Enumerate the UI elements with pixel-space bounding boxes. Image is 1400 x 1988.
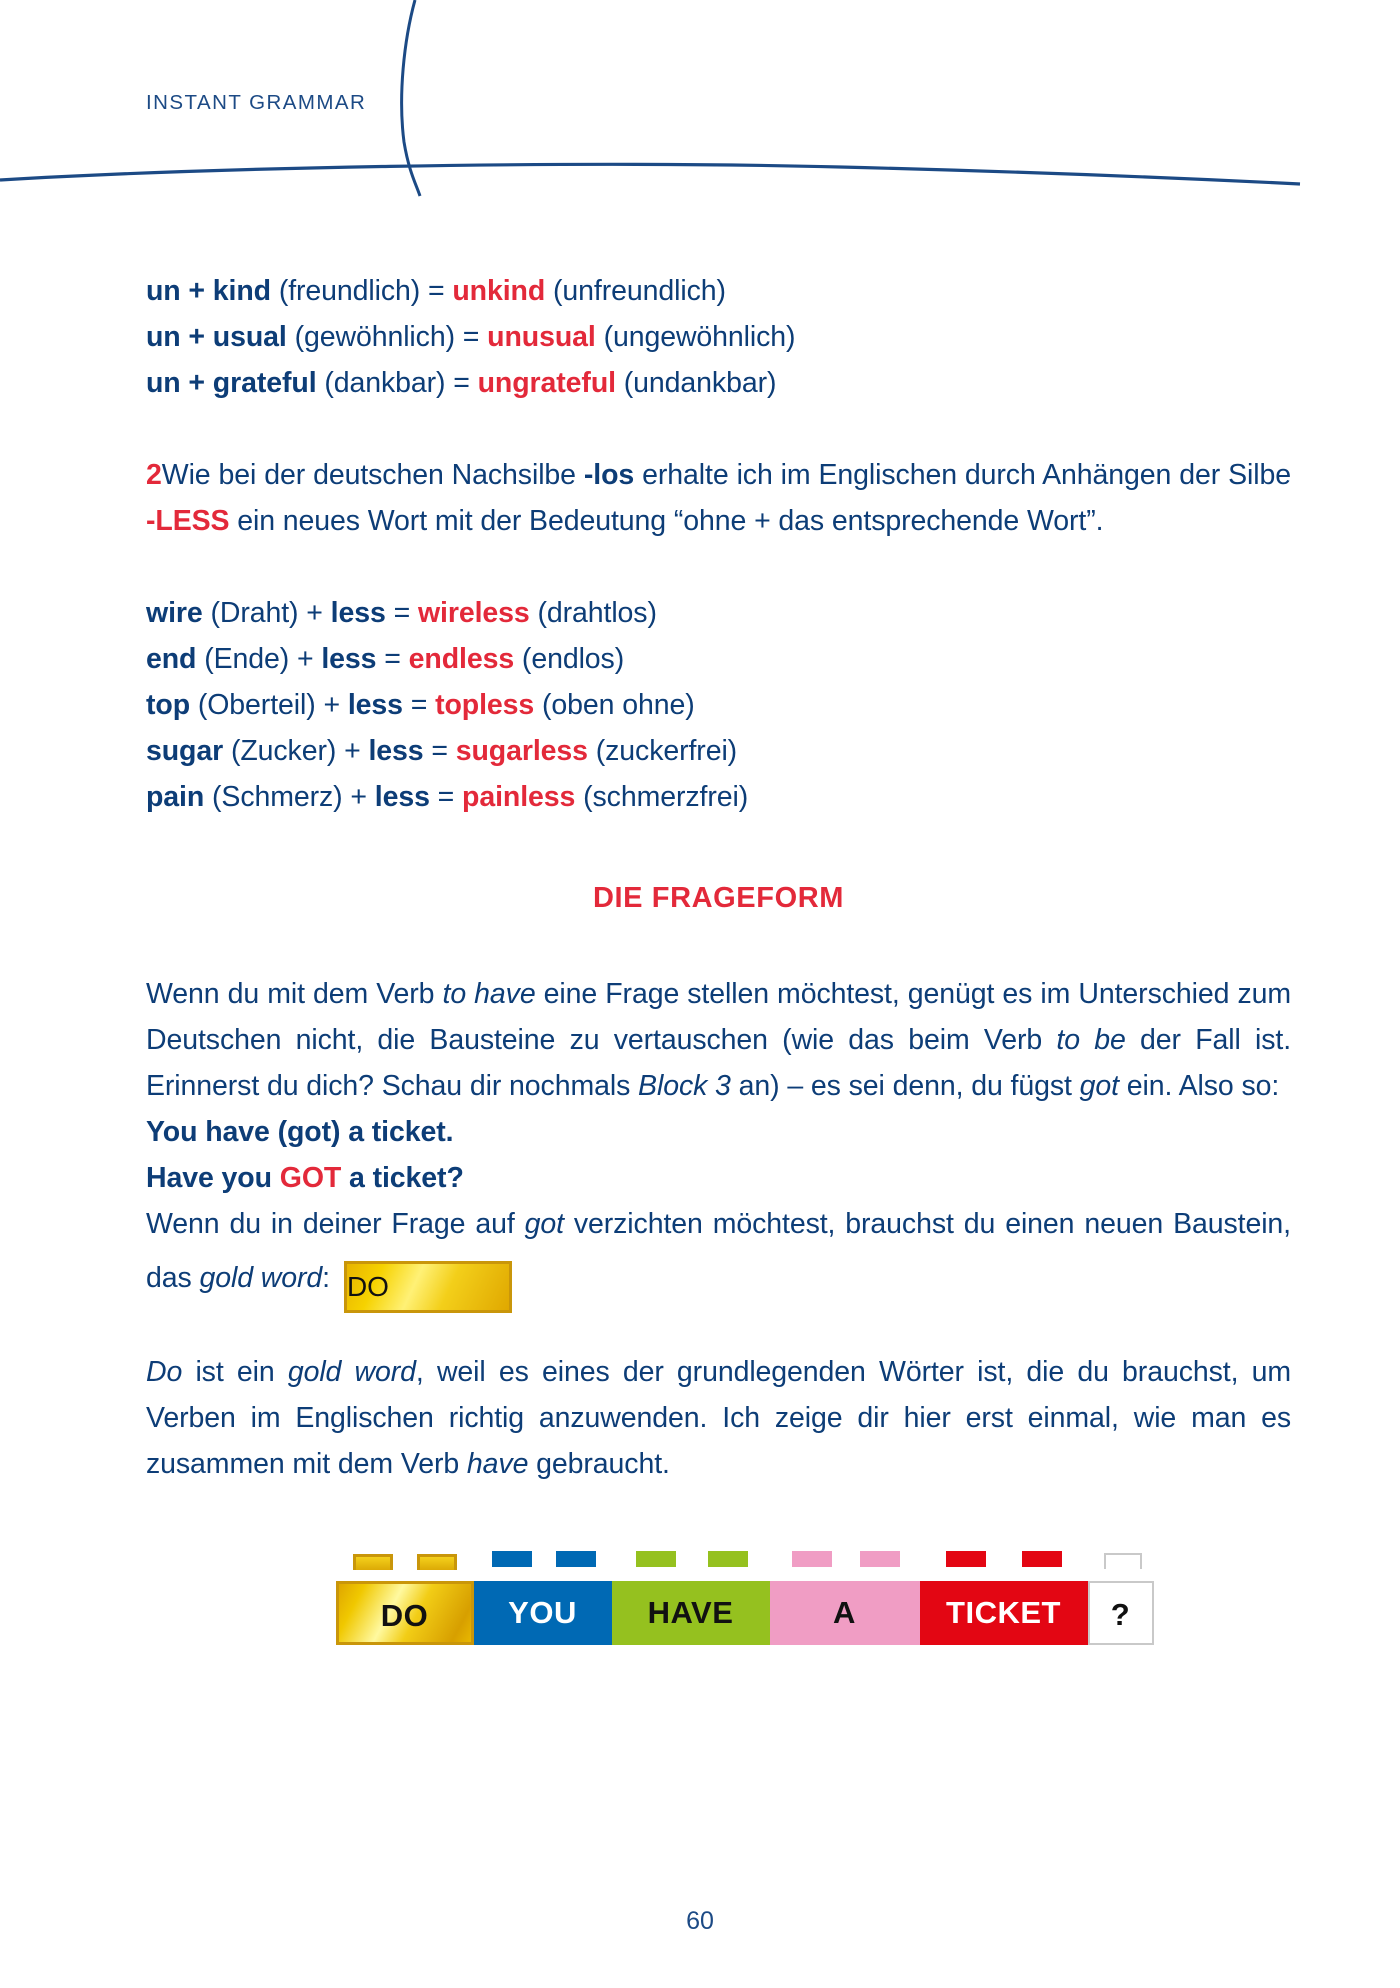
- sentence-brick-do[interactable]: [336, 1581, 474, 1645]
- un-equals: =: [462, 321, 480, 353]
- rule-2-paragraph: [146, 452, 1291, 544]
- brick-stud: [492, 1551, 532, 1567]
- body2-s3: :: [322, 1262, 330, 1294]
- less-word: sugar: [146, 735, 224, 767]
- brick-stud: [1022, 1551, 1062, 1567]
- spacer: [146, 406, 1291, 452]
- list-item: [146, 774, 1291, 820]
- brick-stud: [636, 1551, 676, 1567]
- list-item: [146, 360, 1291, 406]
- do-brick-body: [344, 1261, 512, 1313]
- brick-stud: [1104, 1553, 1142, 1569]
- less-word: top: [146, 689, 191, 721]
- brick-label: YOU: [508, 1595, 577, 1630]
- rule2-suffix-en: -LESS: [146, 505, 230, 537]
- un-prefix-list: [146, 268, 1291, 406]
- rule2-text-a: Wie bei der deutschen Nachsilbe: [161, 459, 584, 491]
- less-suffix-list: [146, 590, 1291, 820]
- rule2-suffix-de: -los: [583, 459, 635, 491]
- body1-it-block3: Block 3: [638, 1070, 731, 1102]
- less-result: wireless: [417, 597, 530, 629]
- body2-it-got: got: [524, 1208, 564, 1240]
- spacer: [146, 915, 1291, 971]
- brick-studs: [1090, 1569, 1152, 1583]
- sentence-brick-you[interactable]: [474, 1581, 612, 1645]
- less-suffix: less: [347, 689, 403, 721]
- un-equals: =: [428, 275, 445, 307]
- brick-studs: [474, 1567, 612, 1581]
- body1-it-to-be: to be: [1056, 1024, 1126, 1056]
- body3-it-gold-word: gold word: [287, 1356, 416, 1388]
- rule2-text-c: ein neues Wort mit der Bedeutung “ohne + das entsprechende Wort”.: [229, 505, 1104, 537]
- less-gloss: (Schmerz): [212, 781, 343, 813]
- example-question-got: GOT: [279, 1162, 342, 1194]
- page-header: [0, 0, 1400, 200]
- less-plus: +: [296, 643, 314, 675]
- less-gloss: (Oberteil): [197, 689, 316, 721]
- un-equals: =: [453, 367, 470, 399]
- spacer: [146, 820, 1291, 882]
- list-item: [146, 728, 1291, 774]
- less-suffix: less: [368, 735, 424, 767]
- less-result: sugarless: [455, 735, 588, 767]
- list-item: [146, 636, 1291, 682]
- do-brick-inline: [344, 1247, 512, 1302]
- less-suffix: less: [374, 781, 430, 813]
- less-result-gloss: (drahtlos): [537, 597, 657, 629]
- body3-s3: gebraucht.: [528, 1448, 670, 1480]
- less-equals: =: [393, 597, 411, 629]
- body1-s2: eine Frage stellen möchtest, genügt es im Unterschied zum Deutschen nicht, die Bausteine zu vertauschen (wie das beim Verb: [146, 978, 1291, 1056]
- sentence-brick-a[interactable]: [770, 1581, 920, 1645]
- section-title: DIE FRAGEFORM: [592, 882, 845, 914]
- less-result: topless: [435, 689, 535, 721]
- brick-stud: [946, 1551, 986, 1567]
- body3-it-have: have: [466, 1448, 529, 1480]
- un-result: unusual: [487, 321, 596, 353]
- body1-s5: ein. Also so:: [1118, 1070, 1280, 1102]
- example-question-part2: a ticket?: [341, 1162, 464, 1194]
- less-equals: =: [437, 781, 455, 813]
- list-item: [146, 682, 1291, 728]
- less-gloss: (Zucker): [230, 735, 337, 767]
- example-question: [146, 1155, 1291, 1201]
- brick-stud: [708, 1551, 748, 1567]
- gold-word-paragraph: [146, 1201, 1291, 1301]
- less-equals: =: [410, 689, 428, 721]
- less-gloss: (Ende): [204, 643, 290, 675]
- brick-stud: [556, 1551, 596, 1567]
- body1-it-to-have: to have: [442, 978, 536, 1010]
- less-result-gloss: (schmerzfrei): [583, 781, 749, 813]
- sentence-brick-row: [274, 1559, 1164, 1645]
- do-explanation-paragraph: [146, 1349, 1291, 1487]
- do-brick-label: DO: [347, 1271, 389, 1302]
- brick-stud: [792, 1551, 832, 1567]
- less-equals: =: [384, 643, 401, 675]
- less-plus: +: [323, 689, 340, 721]
- rule-number: 2: [146, 459, 162, 491]
- less-result: endless: [408, 643, 515, 675]
- list-item: [146, 314, 1291, 360]
- body3-s1: ist ein: [182, 1356, 288, 1388]
- un-result: unkind: [452, 275, 546, 307]
- body2-it-gold-word: gold word: [199, 1262, 323, 1294]
- brick-studs: [920, 1567, 1088, 1581]
- un-result: ungrateful: [477, 367, 616, 399]
- un-lhs-gloss: (gewöhnlich): [294, 321, 455, 353]
- spacer: [146, 544, 1291, 590]
- less-plus: +: [350, 781, 367, 813]
- un-lhs: un + kind: [146, 275, 271, 307]
- less-word: pain: [146, 781, 205, 813]
- un-result-gloss: (ungewöhnlich): [603, 321, 796, 353]
- brick-label: HAVE: [647, 1595, 734, 1630]
- rule2-text-b: erhalte ich im Englischen durch Anhängen der Silbe: [634, 459, 1291, 491]
- body2-s2: verzichten möchtest, brauchst du einen neuen Baustein, das: [146, 1208, 1291, 1294]
- sentence-brick-question[interactable]: [1088, 1581, 1154, 1645]
- intro-paragraph: [146, 971, 1291, 1109]
- brick-stud: [417, 1554, 457, 1570]
- less-result-gloss: (oben ohne): [542, 689, 695, 721]
- brick-label: DO: [380, 1598, 429, 1633]
- less-suffix: less: [321, 643, 377, 675]
- list-item: [146, 268, 1291, 314]
- body1-s4: an) – es sei denn, du fügst: [730, 1070, 1080, 1102]
- less-result: painless: [462, 781, 576, 813]
- less-gloss: (Draht): [210, 597, 299, 629]
- body1-it-got: got: [1079, 1070, 1119, 1102]
- sentence-brick-have[interactable]: [612, 1581, 770, 1645]
- less-word: wire: [146, 597, 203, 629]
- brick-studs: [770, 1567, 920, 1581]
- body2-s1: Wenn du in deiner Frage auf: [146, 1208, 525, 1240]
- brick-stud: [353, 1554, 393, 1570]
- less-plus: +: [344, 735, 361, 767]
- less-word: end: [146, 643, 197, 675]
- list-item: [146, 590, 1291, 636]
- example-question-part1: Have you: [146, 1162, 280, 1194]
- body3-s2: , weil es eines der grundlegenden Wörter ist, die du brauchst, um Verben im Englischen richtig anzuwenden. Ich zeige dir hier erst einmal, wie man es zusammen mit dem Verb: [146, 1356, 1291, 1480]
- un-result-gloss: (unfreundlich): [553, 275, 726, 307]
- body3-it-do: Do: [146, 1356, 183, 1388]
- running-head: INSTANT GRAMMAR: [146, 91, 367, 114]
- content-column: [146, 268, 1291, 1645]
- less-equals: =: [431, 735, 448, 767]
- brick-studs: [612, 1567, 770, 1581]
- body1-s3: der Fall ist. Erinnerst du dich? Schau dir nochmals: [146, 1024, 1292, 1102]
- brick-label: A: [833, 1595, 856, 1630]
- brick-label: TICKET: [946, 1595, 1061, 1630]
- spacer: [146, 1487, 1291, 1559]
- un-lhs-gloss: (freundlich): [278, 275, 421, 307]
- brick-label: ?: [1110, 1597, 1131, 1632]
- un-lhs-gloss: (dankbar): [324, 367, 446, 399]
- page-number: 60: [686, 1907, 714, 1935]
- less-result-gloss: (endlos): [521, 643, 625, 675]
- brick-studs: [339, 1570, 471, 1584]
- un-lhs: un + usual: [146, 321, 287, 353]
- less-result-gloss: (zuckerfrei): [595, 735, 738, 767]
- spacer: [146, 1301, 1291, 1349]
- body1-s1: Wenn du mit dem Verb: [146, 978, 443, 1010]
- example-statement-text: You have (got) a ticket.: [146, 1116, 454, 1148]
- un-result-gloss: (undankbar): [623, 367, 777, 399]
- brick-stud: [860, 1551, 900, 1567]
- un-lhs: un + grateful: [146, 367, 317, 399]
- sentence-brick-ticket[interactable]: [920, 1581, 1088, 1645]
- less-suffix: less: [330, 597, 386, 629]
- example-statement: [146, 1109, 1291, 1155]
- less-plus: +: [306, 597, 323, 629]
